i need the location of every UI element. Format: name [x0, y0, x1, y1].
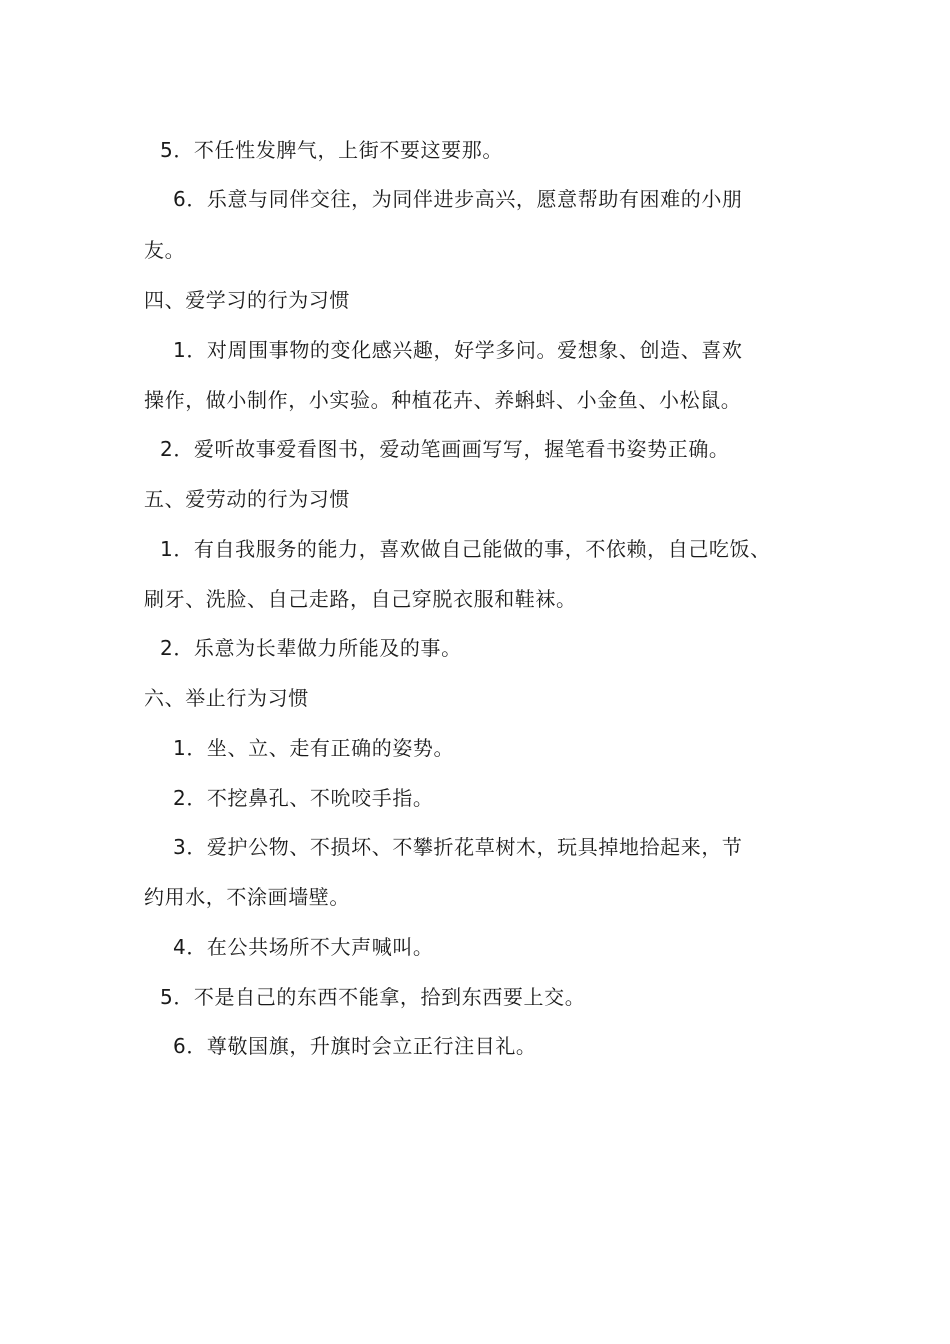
text-line: 1．对周围事物的变化感兴趣，好学多问。爱想象、创造、喜欢 — [173, 338, 743, 362]
section-heading: 五、爱劳动的行为习惯 — [144, 487, 350, 511]
text-line: 6．乐意与同伴交往，为同伴进步高兴，愿意帮助有困难的小朋 — [173, 187, 743, 211]
text-line: 约用水，不涂画墙壁。 — [144, 885, 350, 909]
text-line: 5．不是自己的东西不能拿，拾到东西要上交。 — [160, 985, 586, 1009]
text-line: 6．尊敬国旗，升旗时会立正行注目礼。 — [173, 1034, 537, 1058]
section-heading: 四、爱学习的行为习惯 — [144, 288, 350, 312]
text-line: 操作，做小制作，小实验。种植花卉、养蝌蚪、小金鱼、小松鼠。 — [144, 388, 742, 412]
text-line: 2．爱听故事爱看图书，爱动笔画画写写，握笔看书姿势正确。 — [160, 437, 730, 461]
text-line: 1．坐、立、走有正确的姿势。 — [173, 736, 455, 760]
text-line: 2．乐意为长辈做力所能及的事。 — [160, 636, 462, 660]
text-line: 1．有自我服务的能力，喜欢做自己能做的事，不依赖，自己吃饭、 — [160, 537, 771, 561]
text-line: 4．在公共场所不大声喊叫。 — [173, 935, 434, 959]
text-line: 5．不任性发脾气，上街不要这要那。 — [160, 138, 503, 162]
text-line: 刷牙、洗脸、自己走路，自己穿脱衣服和鞋袜。 — [144, 587, 577, 611]
text-line: 友。 — [144, 238, 186, 262]
section-heading: 六、举止行为习惯 — [144, 686, 309, 710]
text-line: 2．不挖鼻孔、不吮咬手指。 — [173, 786, 434, 810]
text-line: 3．爱护公物、不损坏、不攀折花草树木，玩具掉地拾起来，节 — [173, 835, 743, 859]
